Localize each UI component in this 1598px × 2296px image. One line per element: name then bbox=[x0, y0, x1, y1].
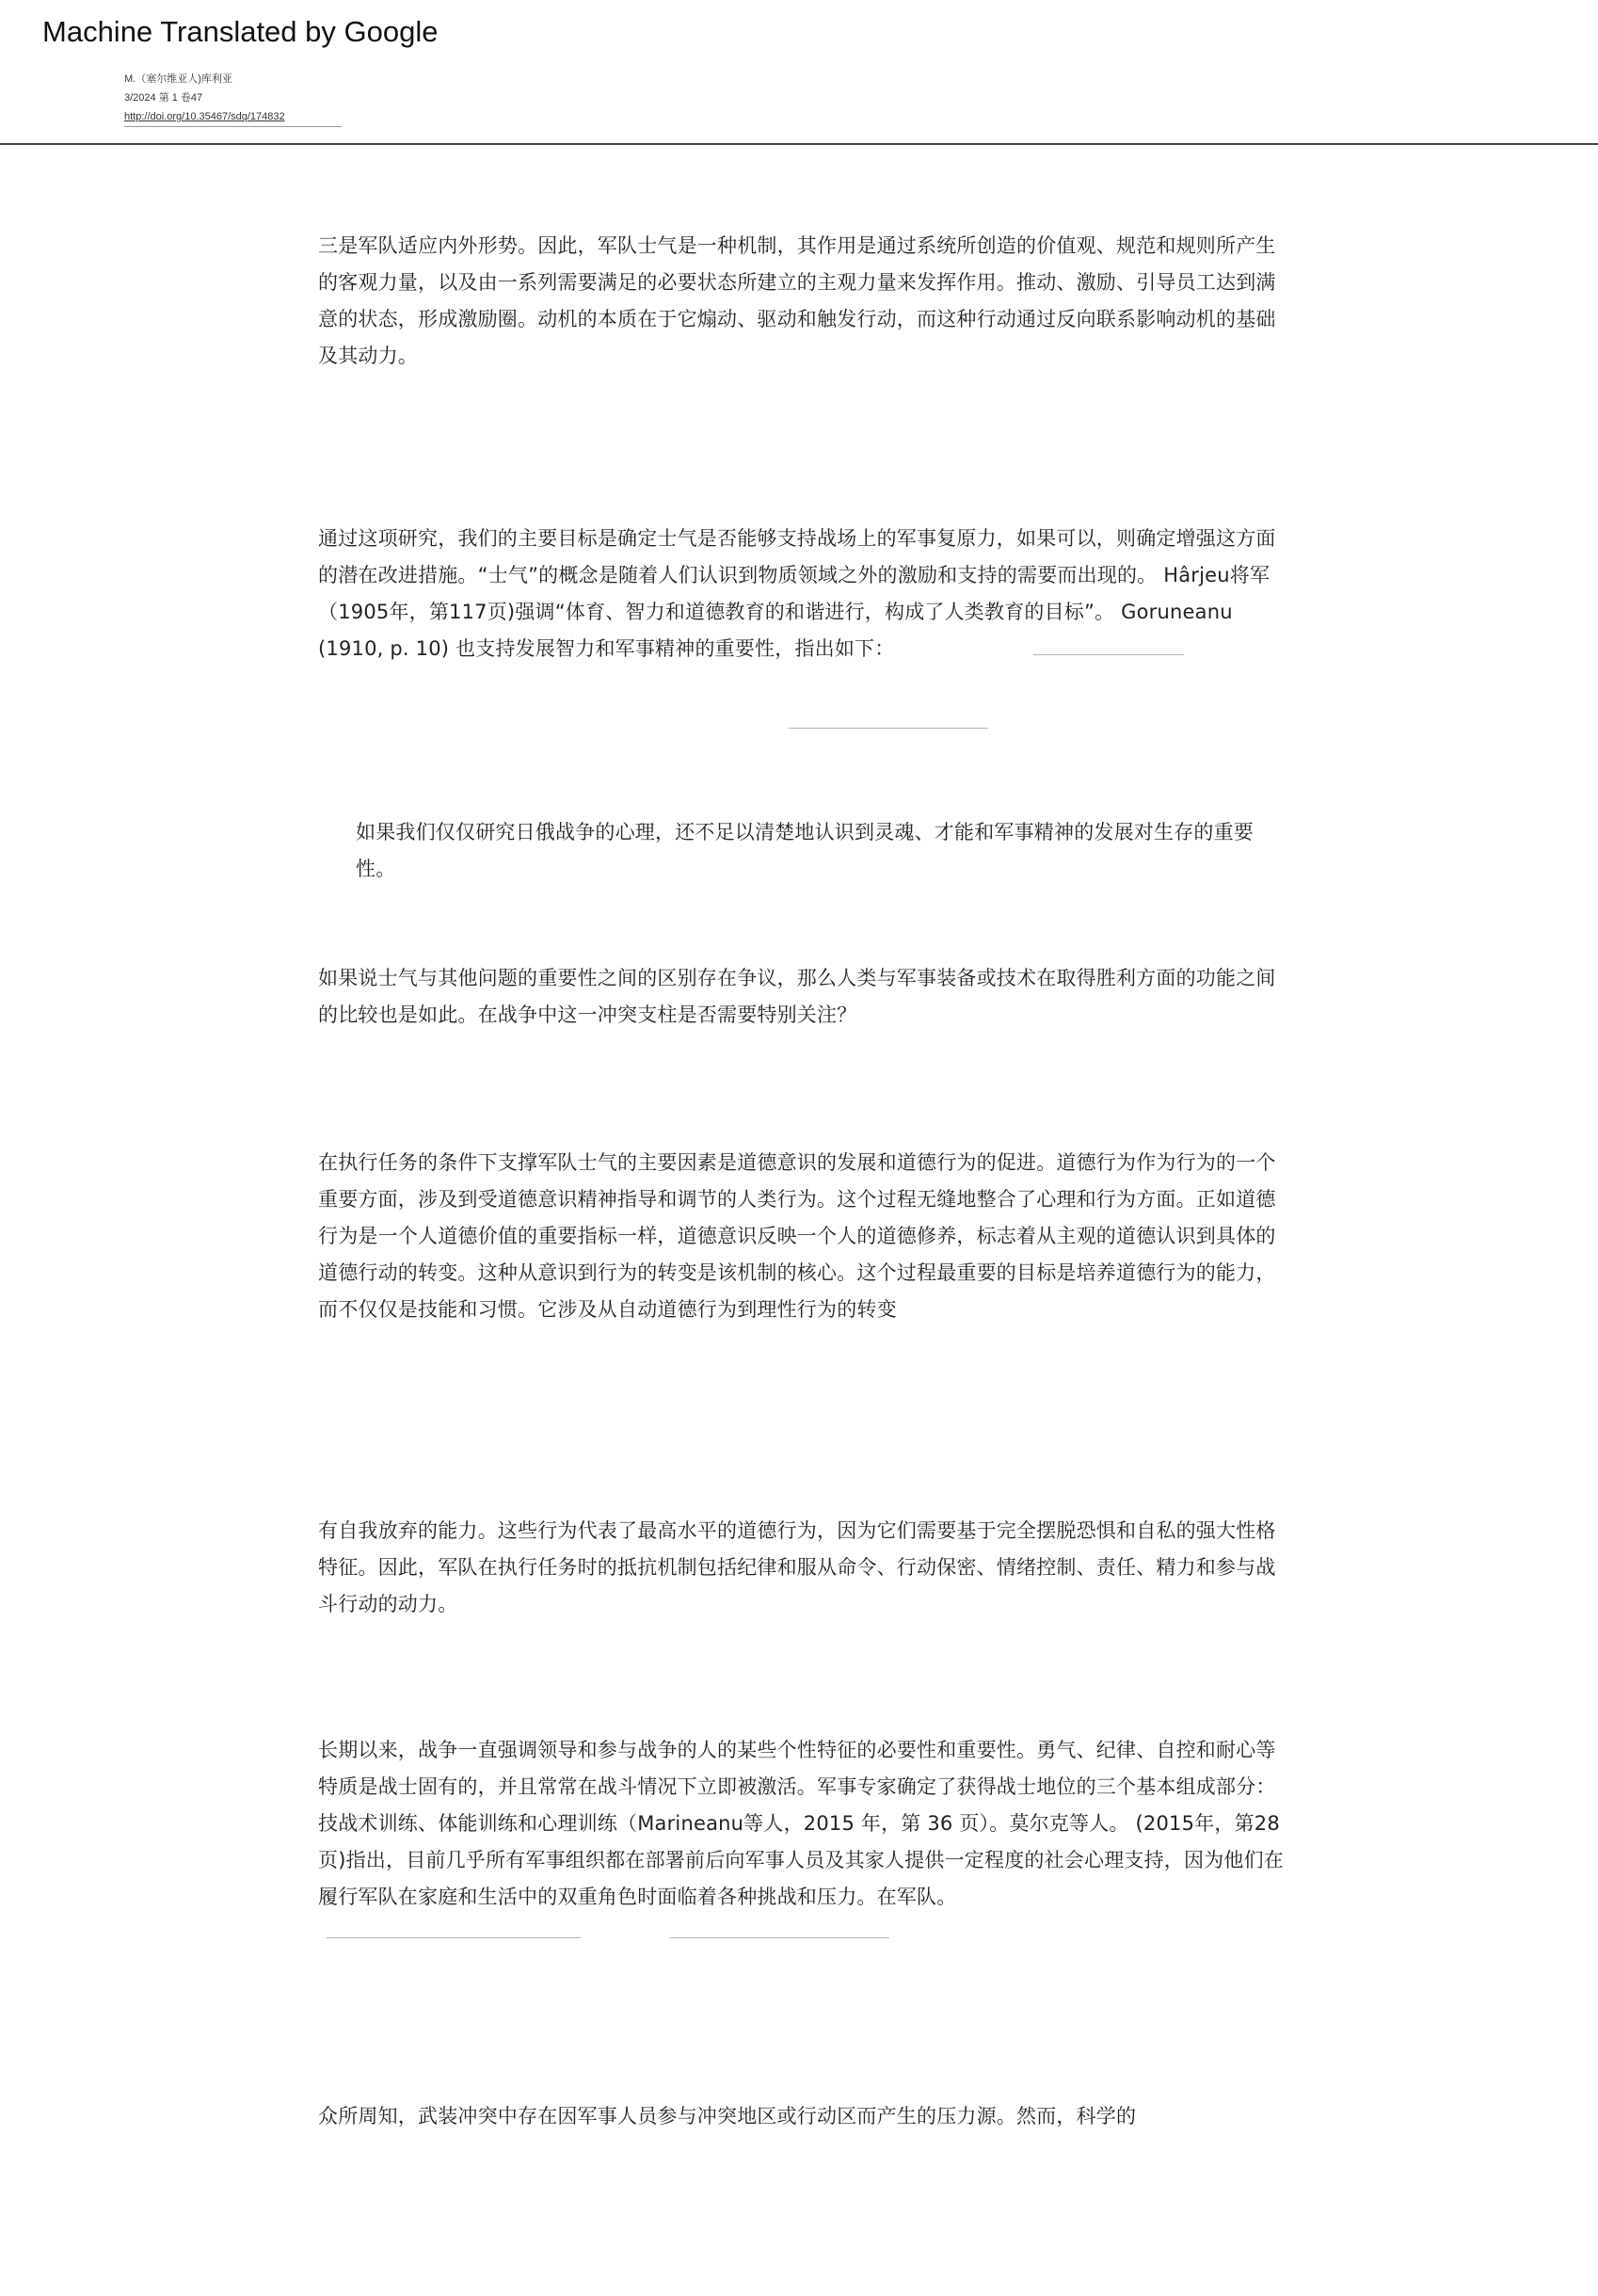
paragraph-5: 有自我放弃的能力。这些行为代表了最高水平的道德行为，因为它们需要基于完全摆脱恐惧和自私的强大性格特征。因此，军队在执行任务时的抵抗机制包括纪律和服从命令、行动保密、情绪控制、责任、精力和参与战斗行动的动力。 bbox=[318, 1519, 1276, 1615]
header-divider bbox=[0, 143, 1598, 145]
paragraph-1: 三是军队适应内外形势。因此，军队士气是一种机制，其作用是通过系统所创造的价值观、规范和规则所产生的客观力量，以及由一系列需要满足的必要状态所建立的主观力量来发挥作用。推动、激励、引导员工达到满意的状态，形成激励圈。动机的本质在于它煽动、驱动和触发行动，而这种行动通过反向联系影响动机的基础及其动力。 bbox=[318, 234, 1276, 367]
doi-link[interactable]: http://doi.org/10.35467/sdq/174832 bbox=[124, 107, 342, 127]
divider-line bbox=[670, 1937, 889, 1938]
block-quote: 如果我们仅仅研究日俄战争的心理，还不足以清楚地认识到灵魂、才能和军事精神的发展对生存的重要性。 bbox=[356, 821, 1254, 880]
divider-line bbox=[789, 728, 988, 729]
header-author: M.（塞尔维亚人)库利亚 bbox=[124, 73, 232, 85]
paragraph-3: 如果说士气与其他问题的重要性之间的区别存在争议，那么人类与军事装备或技术在取得胜利方面的功能之间的比较也是如此。在战争中这一冲突支柱是否需要特别关注？ bbox=[318, 967, 1276, 1026]
divider-line bbox=[327, 1937, 581, 1938]
divider-line bbox=[1033, 654, 1184, 655]
running-header bbox=[124, 70, 342, 127]
machine-translated-banner: Machine Translated by Google bbox=[42, 15, 439, 48]
paragraph-2: 通过这项研究，我们的主要目标是确定士气是否能够支持战场上的军事复原力，如果可以，则确定增强这方面的潜在改进措施。“士气”的概念是随着人们认识到物质领域之外的激励和支持的需要而出现的。 Hârjeu将军（1905年，第117页)强调“体育、智力和道德教育的和谐进行，构成了人类教育的目标”。 Goruneanu (1910, p. 10) 也支持发展智力和军事精神的重要性，指出如下： bbox=[318, 527, 1276, 660]
paragraph-4: 在执行任务的条件下支撑军队士气的主要因素是道德意识的发展和道德行为的促进。道德行为作为行为的一个重要方面，涉及到受道德意识精神指导和调节的人类行为。这个过程无缝地整合了心理和行为方面。正如道德行为是一个人道德价值的重要指标一样，道德意识反映一个人的道德修养，标志着从主观的道德认识到具体的道德行动的转变。这种从意识到行为的转变是该机制的核心。这个过程最重要的目标是培养道德行为的能力，而不仅仅是技能和习惯。它涉及从自动道德行为到理性行为的转变 bbox=[318, 1151, 1276, 1321]
header-issue: 3/2024 第 1 卷47 bbox=[124, 92, 203, 104]
paragraph-6: 长期以来，战争一直强调领导和参与战争的人的某些个性特征的必要性和重要性。勇气、纪律、自控和耐心等特质是战士固有的，并且常常在战斗情况下立即被激活。军事专家确定了获得战士地位的三个基本组成部分：技战术训练、体能训练和心理训练（Marineanu等人，2015 年，第 36 页）。莫尔克等人。 (2015年，第28页)指出，目前几乎所有军事组织都在部署前后向军事人员及其家人提供一定程度的社会心理支持，因为他们在履行军队在家庭和生活中的双重角色时面临着各种挑战和压力。在军队。 bbox=[318, 1739, 1284, 1908]
paragraph-7: 众所周知，武装冲突中存在因军事人员参与冲突地区或行动区而产生的压力源。然而，科学的 bbox=[318, 2105, 1137, 2127]
